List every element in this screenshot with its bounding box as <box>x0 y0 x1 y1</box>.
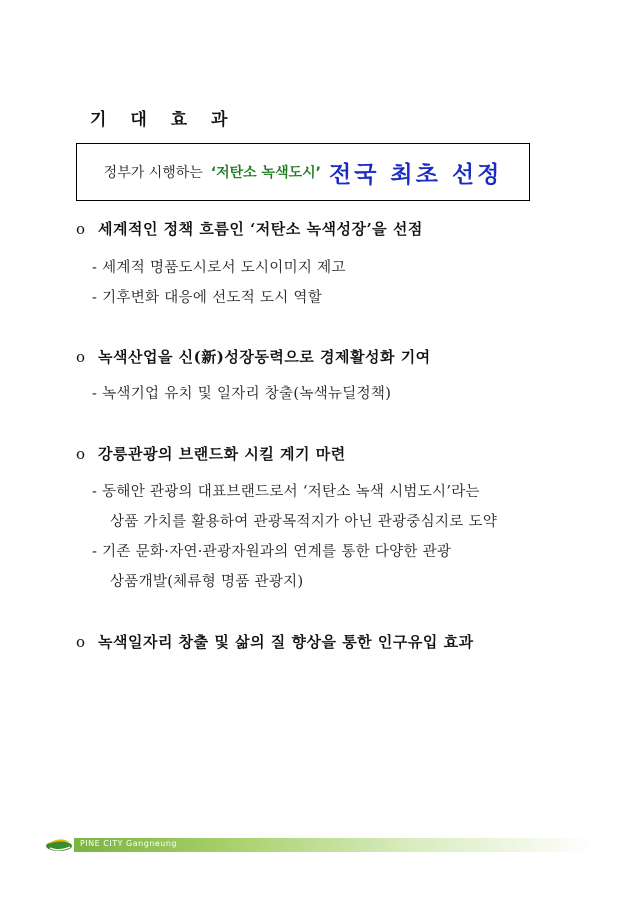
bullet-marker: o <box>76 348 86 366</box>
section-heading <box>76 218 423 239</box>
list-item-continuation: 상품 가치를 활용하여 관광목적지가 아닌 관광중심지로 도약 <box>110 514 498 530</box>
list-item: - 기후변화 대응에 선도적 도시 역할 <box>92 290 323 306</box>
section-heading <box>76 443 346 464</box>
section-heading-text: 강릉관광의 브랜드화 시킬 계기 마련 <box>98 445 346 463</box>
section-heading-text: 세계적인 정책 흐름인 ‘저탄소 녹색성장’을 선점 <box>98 220 423 238</box>
list-item: - 동해안 관광의 대표브랜드로서 ‘저탄소 녹색 시범도시’라는 <box>92 484 480 500</box>
bullet-marker: o <box>76 220 86 238</box>
list-item: - 세계적 명품도시로서 도시이미지 제고 <box>92 260 346 276</box>
highlight-quote: ‘저탄소 녹색도시’ <box>210 165 321 181</box>
highlight-prefix: 정부가 시행하는 <box>103 165 203 181</box>
section-heading-text: 녹색산업을 신(新)성장동력으로 경제활성화 기여 <box>98 348 431 366</box>
bullet-marker: o <box>76 445 86 463</box>
bullet-marker: o <box>76 633 86 651</box>
section-heading-text: 녹색일자리 창출 및 삶의 질 향상을 통한 인구유입 효과 <box>98 633 474 651</box>
list-item-continuation: 상품개발(체류형 명품 관광지) <box>110 574 304 590</box>
page-title: 기 대 효 과 <box>90 110 237 130</box>
footer-text: PINE CITY Gangneung <box>80 839 177 848</box>
list-item: - 기존 문화·자연·관광자원과의 연계를 통한 다양한 관광 <box>92 544 452 560</box>
section-heading <box>76 346 431 367</box>
list-item: - 녹색기업 유치 및 일자리 창출(녹색뉴딜정책) <box>92 386 392 402</box>
highlight-emphasis: 전국 최초 선정 <box>328 160 503 188</box>
highlight-box <box>76 143 530 201</box>
pine-city-logo-icon <box>44 834 74 854</box>
section-heading <box>76 631 474 652</box>
